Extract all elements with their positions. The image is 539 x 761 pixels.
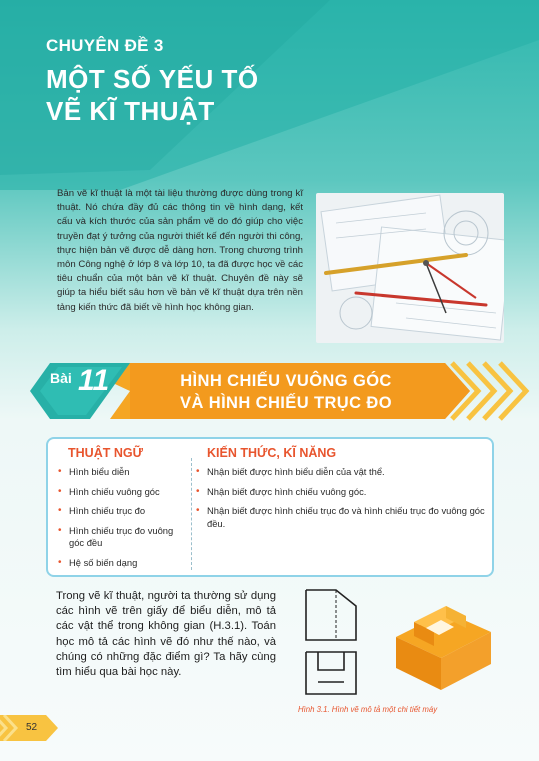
lesson-title-line-2: VÀ HÌNH CHIẾU TRỤC ĐO (180, 394, 392, 412)
technical-drawing-photo (316, 193, 504, 343)
intro-body-paragraph: Trong vẽ kĩ thuật, người ta thường sử dụng các hình vẽ trên giấy để biểu diễn, mô tả các vật thể trong không gian (H.3.1). Toán học mô tả các hình vẽ đó như thế nào, và chúng có những đặc điểm gì? Ta hãy cùng tìm hiểu qua bài học này. (56, 590, 276, 679)
skills-list (196, 466, 486, 537)
lesson-number: 11 (78, 364, 110, 397)
terms-heading: THUẬT NGỮ (68, 446, 143, 460)
skill-item: • Nhận biết được hình chiếu vuông góc. (196, 486, 486, 499)
chapter-label: CHUYÊN ĐỀ 3 (46, 36, 164, 55)
page-number: 52 (26, 722, 38, 733)
term-item: • Hình biểu diễn (58, 466, 186, 479)
top-view-drawing (306, 652, 356, 694)
chapter-title-line-2: VẼ KĨ THUẬT (46, 96, 215, 126)
objectives-divider (191, 458, 192, 570)
isometric-part-drawing (396, 606, 491, 690)
front-view-drawing (306, 590, 356, 640)
term-item: • Hình chiếu trục đo vuông góc đều (58, 525, 186, 550)
chapter-title-line-1: MỘT SỐ YẾU TỐ (46, 64, 259, 94)
lesson-label: Bài (50, 370, 72, 386)
term-item: • Hệ số biến dạng (58, 557, 186, 570)
figure-caption: Hình 3.1. Hình vẽ mô tả một chi tiết máy (298, 705, 438, 714)
term-item: • Hình chiếu vuông góc (58, 486, 186, 499)
figure-3-1 (296, 582, 496, 702)
term-item: • Hình chiếu trục đo (58, 505, 186, 518)
skill-item: • Nhận biết được hình chiếu trục đo và hình chiếu trục đo vuông góc đều. (196, 505, 486, 530)
terms-list (58, 466, 186, 576)
intro-paragraph: Bản vẽ kĩ thuật là một tài liệu thường được dùng trong kĩ thuật. Nó chứa đầy đủ các thông tin về hình dạng, kết cấu và kích thước của sản phẩm vẽ do đó giúp cho việc truyền đạt ý tưởng của người thiết kế đến người thi công, thực hiện bản vẽ được dễ dàng hơn. Trong chương trình môn Công nghệ ở lớp 8 và lớp 10, ta đã được học về các tiêu chuẩn của một bản vẽ kĩ thuật. Chuyên đề này sẽ giúp ta hiểu biết sâu hơn về bản vẽ kĩ thuật dựa trên nền tảng kiến thức đã biết về hình học không gian. (57, 188, 303, 313)
lesson-title-line-1: HÌNH CHIẾU VUÔNG GÓC (180, 372, 392, 390)
skill-item: • Nhận biết được hình biểu diễn của vật thể. (196, 466, 486, 479)
skills-heading: KIẾN THỨC, KĨ NĂNG (207, 446, 337, 460)
